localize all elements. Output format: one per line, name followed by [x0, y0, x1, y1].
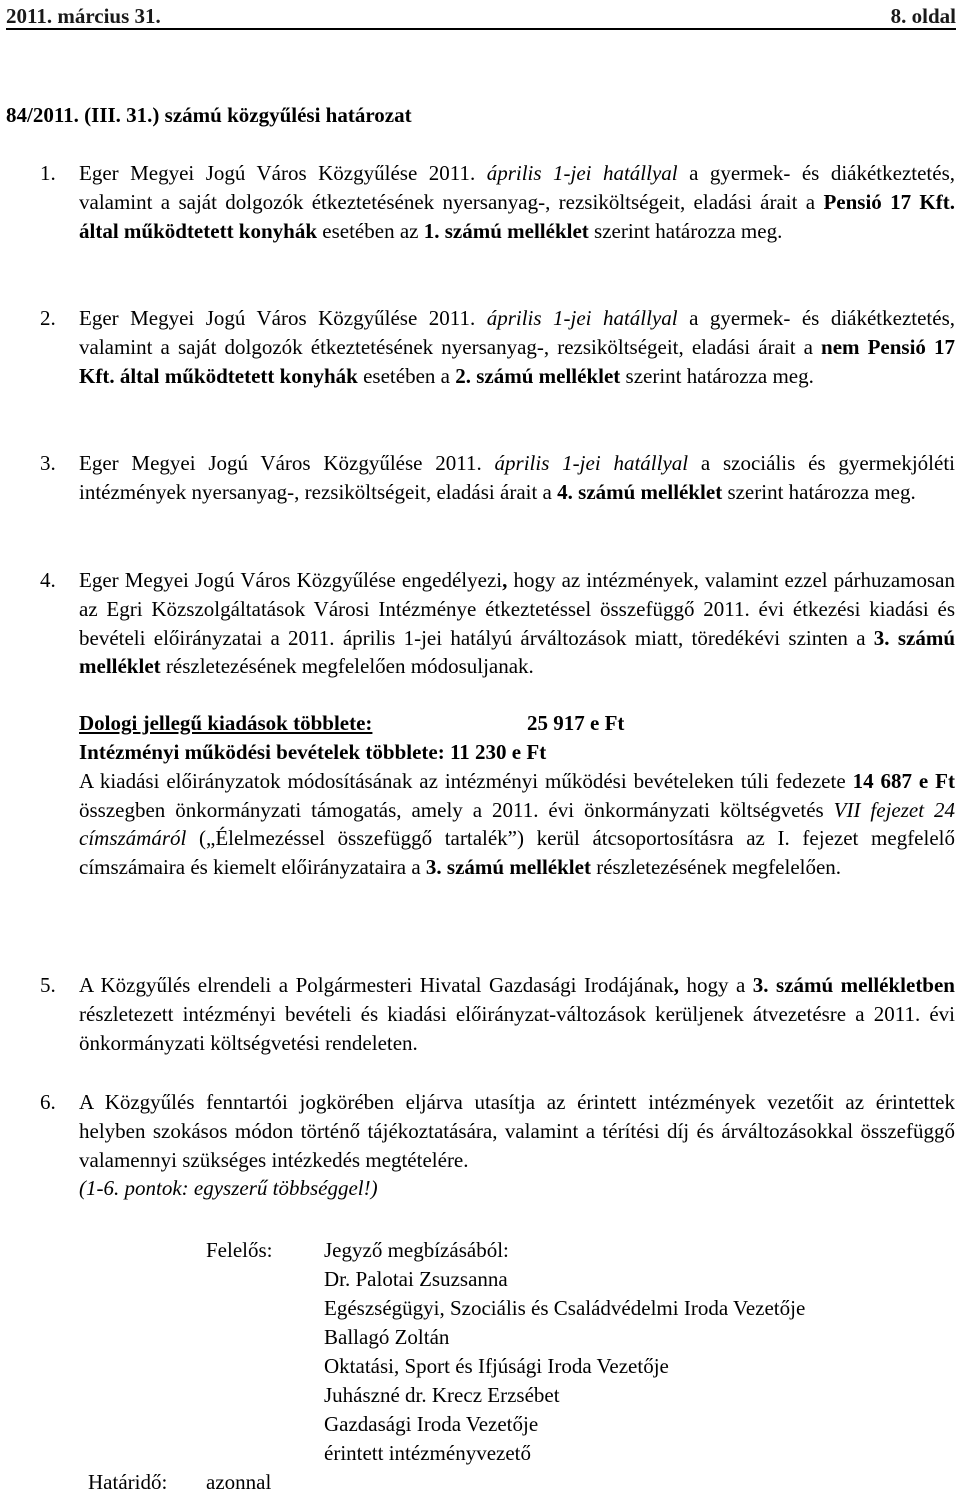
responsible-line: Gazdasági Iroda Vezetője: [324, 1412, 539, 1436]
item-text: Eger Megyei Jogú Város Közgyűlése 2011. április 1-jei hatállyal a gyermek- és diákétkeztetés, valamint a saját dolgozók étkeztetésének nyersanyag-, rezsiköltségeit, eladási árait a Pensió 17 Kft. által működtetett konyhák esetében az 1. számú melléklet szerint határozza meg.: [79, 161, 956, 243]
resolution-item-2: [40, 304, 955, 390]
vote-note: (1-6. pontok: egyszerű többséggel!): [79, 1176, 378, 1201]
responsibility-block: [88, 1236, 926, 1497]
responsible-label: Felelős:: [206, 1238, 273, 1262]
header-date: 2011. március 31.: [6, 4, 161, 28]
resolution-item-1: [40, 159, 955, 245]
item-number: 6.: [40, 1090, 56, 1114]
item-text: A Közgyűlés fenntartói jogkörében eljárva utasítja az érintett intézmények vezetőit az érintettek helyben szokásos módon történő tájékoztatására, valamint a térítési díj és árváltozásokkal összefüggő valamennyi szükséges intézkedés megtételére.: [79, 1090, 955, 1172]
budget-summary: [79, 709, 955, 882]
revenue-surplus-row: Intézményi működési bevételek többlete: 11 230 e Ft: [79, 739, 547, 764]
item-text: Eger Megyei Jogú Város Közgyűlése engedélyezi, hogy az intézmények, valamint ezzel párhuzamosan az Egri Közszolgáltatások Városi Intézménye étkeztetéssel összefüggő 2011. évi étkezési kiadási és bevételi előirányzatai a 2011. április 1-jei hatályú árváltozások miatt, töredékévi szinten a 3. számú melléklet részletezésének megfelelően módosuljanak.: [79, 568, 955, 679]
responsible-line: Egészségügyi, Szociális és Családvédelmi Iroda Vezetője: [324, 1296, 806, 1320]
item-text: A Közgyűlés elrendeli a Polgármesteri Hivatal Gazdasági Irodájának, hogy a 3. számú mellékletben részletezett intézményi bevételi és kiadási előirányzat-változások kerüljenek átvezetésre a 2011. évi önkormányzati költségvetési rendeleten.: [79, 973, 955, 1055]
expense-surplus-value: 25 917 e Ft: [527, 711, 625, 736]
item-number: 5.: [40, 973, 56, 997]
resolution-title: 84/2011. (III. 31.) számú közgyűlési határozat: [6, 103, 412, 127]
item-number: 2.: [40, 306, 56, 330]
responsible-row: [206, 1236, 926, 1468]
item-text: Eger Megyei Jogú Város Közgyűlése 2011. április 1-jei hatállyal a gyermek- és diákétkeztetés, valamint a saját dolgozók étkeztetésének nyersanyag-, rezsiköltségeit, eladási árait a nem Pensió 17 Kft. által működtetett konyhák esetében a 2. számú melléklet szerint határozza meg.: [79, 306, 956, 388]
responsible-line: érintett intézményvezető: [324, 1441, 531, 1465]
item-text: Eger Megyei Jogú Város Közgyűlése 2011. április 1-jei hatállyal a szociális és gyermekjóléti intézmények nyersanyag-, rezsiköltségeit, eladási árait a 4. számú melléklet szerint határozza meg.: [79, 451, 955, 504]
deadline-label: Határidő:: [88, 1470, 168, 1494]
header-rule: [6, 28, 956, 30]
responsible-line: Oktatási, Sport és Ifjúsági Iroda Vezetője: [324, 1354, 669, 1378]
deadline-value: azonnal: [206, 1470, 272, 1494]
responsible-line: Dr. Palotai Zsuzsanna: [324, 1267, 508, 1291]
funding-paragraph: A kiadási előirányzatok módosításának az intézményi működési bevételeken túli fedezete 14 687 e Ft összegben önkormányzati támogatás, amely a 2011. évi önkormányzati költségvetés VII fejezet 24 címszámáról („Élelmezéssel összefüggő tartalék”) kerül átcsoportosításra az I. fejezet megfelelő címszámaira és kiemelt előirányzataira a 3. számú melléklet részletezésének megfelelően.: [79, 768, 956, 880]
header-page-number: 8. oldal: [890, 4, 956, 28]
resolution-item-4: [40, 566, 955, 882]
responsible-line: Jegyző megbízásából:: [324, 1238, 509, 1262]
responsible-line: Juhászné dr. Krecz Erzsébet: [324, 1383, 560, 1407]
item-number: 3.: [40, 451, 56, 475]
responsible-line: Ballagó Zoltán: [324, 1325, 450, 1349]
item-number: 4.: [40, 568, 56, 592]
resolution-item-5: [40, 971, 955, 1057]
item-number: 1.: [40, 161, 56, 185]
deadline-row: [88, 1468, 926, 1497]
expense-surplus-label: Dologi jellegű kiadások többlete:: [79, 711, 373, 736]
responsible-list: [324, 1236, 926, 1468]
resolution-item-6: [40, 1088, 955, 1203]
resolution-item-3: [40, 449, 955, 507]
expense-surplus-row: [79, 709, 955, 738]
